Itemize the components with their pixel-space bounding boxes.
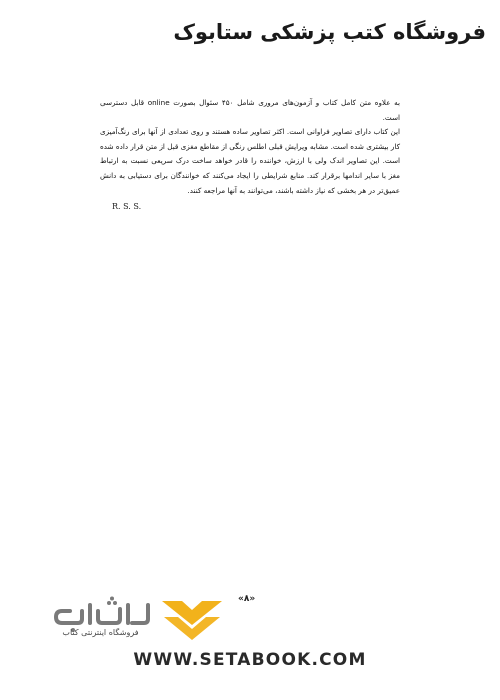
author-signature: R. S. S. <box>112 202 142 211</box>
paragraph: این کتاب دارای تصاویر فراوانی است. اکثر تصاویر ساده هستند و روی تعدادی از آنها برای رنگ‌آمیزی کار بیشتری شده است. مشابه ویرایش قبلی اطلس رنگی از مقاطع مغزی قبل از متن قرار داده شده است. این تصاویر اندک ولی با ارزش، خواننده را قادر خواهد ساخت درک سریعی نسبت به ارتباط مغز با سایر اندامها برقرار کند. منابع شرایطی را ایجاد می‌کنند که خوانندگان برای دستیابی به دانش عمیق‌تر در هر بخشی که نیاز داشته باشند، می‌توانند به آنها مراجعه کنند. <box>100 127 400 195</box>
site-url[interactable]: WWW.SETABOOK.COM <box>133 650 367 670</box>
paragraph: به علاوه متن کامل کتاب و آزمون‌های مروری شامل ۴۵۰ سئوال بصورت online قابل دسترسی است. <box>100 98 400 122</box>
wordmark-graphic <box>56 605 148 623</box>
page-number: «۸» <box>238 594 256 604</box>
setabook-logo <box>28 595 228 645</box>
body-text <box>100 96 400 198</box>
page-title: فروشگاه کتب پزشکی ستابوک <box>173 20 486 44</box>
chevron-emblem-icon <box>162 601 222 640</box>
logo-caption: فروشگاه اینترنتی کتاب <box>62 628 139 637</box>
